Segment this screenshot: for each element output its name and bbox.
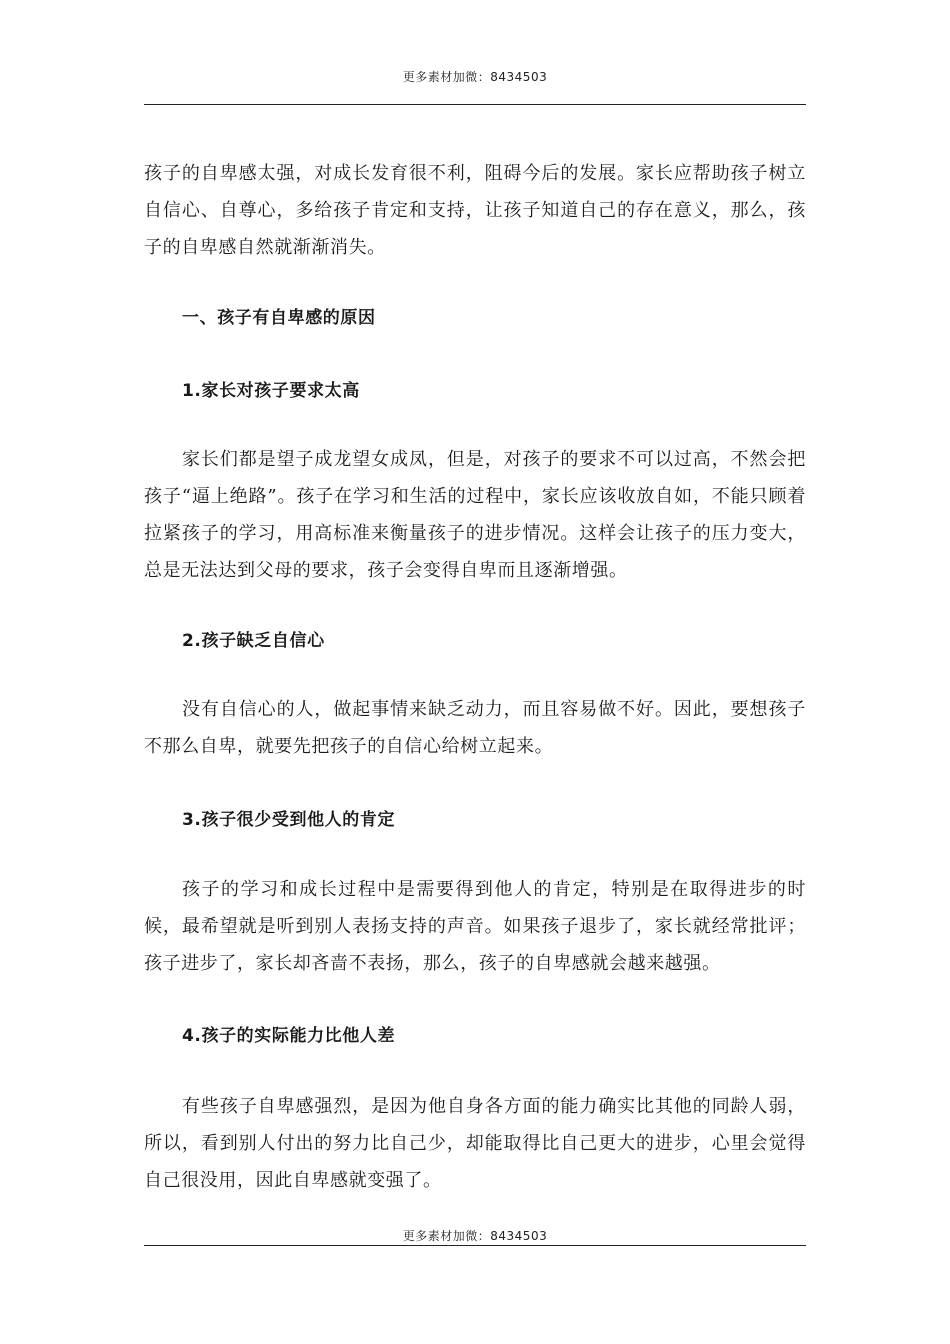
header-rule xyxy=(144,104,806,105)
intro-paragraph: 孩子的自卑感太强，对成长发育很不利，阻碍今后的发展。家长应帮助孩子树立自信心、自尊心，多给孩子肯定和支持，让孩子知道自己的存在意义，那么，孩子的自卑感自然就渐渐消失。 xyxy=(144,163,806,258)
item-4-body: 有些孩子自卑感强烈，是因为他自身各方面的能力确实比其他的同龄人弱，所以，看到别人付出的努力比自己少，却能取得比自己更大的进步，心里会觉得自己很没用，因此自卑感就变强了。 xyxy=(144,1096,806,1191)
header-text: 更多素材加微：8434503 xyxy=(402,70,548,84)
item-3-body: 孩子的学习和成长过程中是需要得到他人的肯定，特别是在取得进步的时候，最希望就是听到别人表扬支持的声音。如果孩子退步了，家长就经常批评；孩子进步了，家长却吝啬不表扬，那么，孩子的自卑感就会越来越强。 xyxy=(144,879,806,974)
item-3-heading: 3.孩子很少受到他人的肯定 xyxy=(182,810,396,830)
item-4-heading: 4.孩子的实际能力比他人差 xyxy=(182,1026,396,1046)
footer-text: 更多素材加微：8434503 xyxy=(402,1229,548,1243)
footer-rule xyxy=(144,1245,806,1246)
item-1-body: 家长们都是望子成龙望女成凤，但是，对孩子的要求不可以过高，不然会把孩子“逼上绝路”。孩子在学习和生活的过程中，家长应该收放自如，不能只顾着拉紧孩子的学习，用高标准来衡量孩子的进步情况。这样会让孩子的压力变大，总是无法达到父母的要求，孩子会变得自卑而且逐渐增强。 xyxy=(144,449,806,581)
item-1-heading: 1.家长对孩子要求太高 xyxy=(182,381,360,401)
section-title: 一、孩子有自卑感的原因 xyxy=(182,308,376,328)
item-2-heading: 2.孩子缺乏自信心 xyxy=(182,631,325,651)
item-2-body: 没有自信心的人，做起事情来缺乏动力，而且容易做不好。因此，要想孩子不那么自卑，就要先把孩子的自信心给树立起来。 xyxy=(144,699,806,757)
